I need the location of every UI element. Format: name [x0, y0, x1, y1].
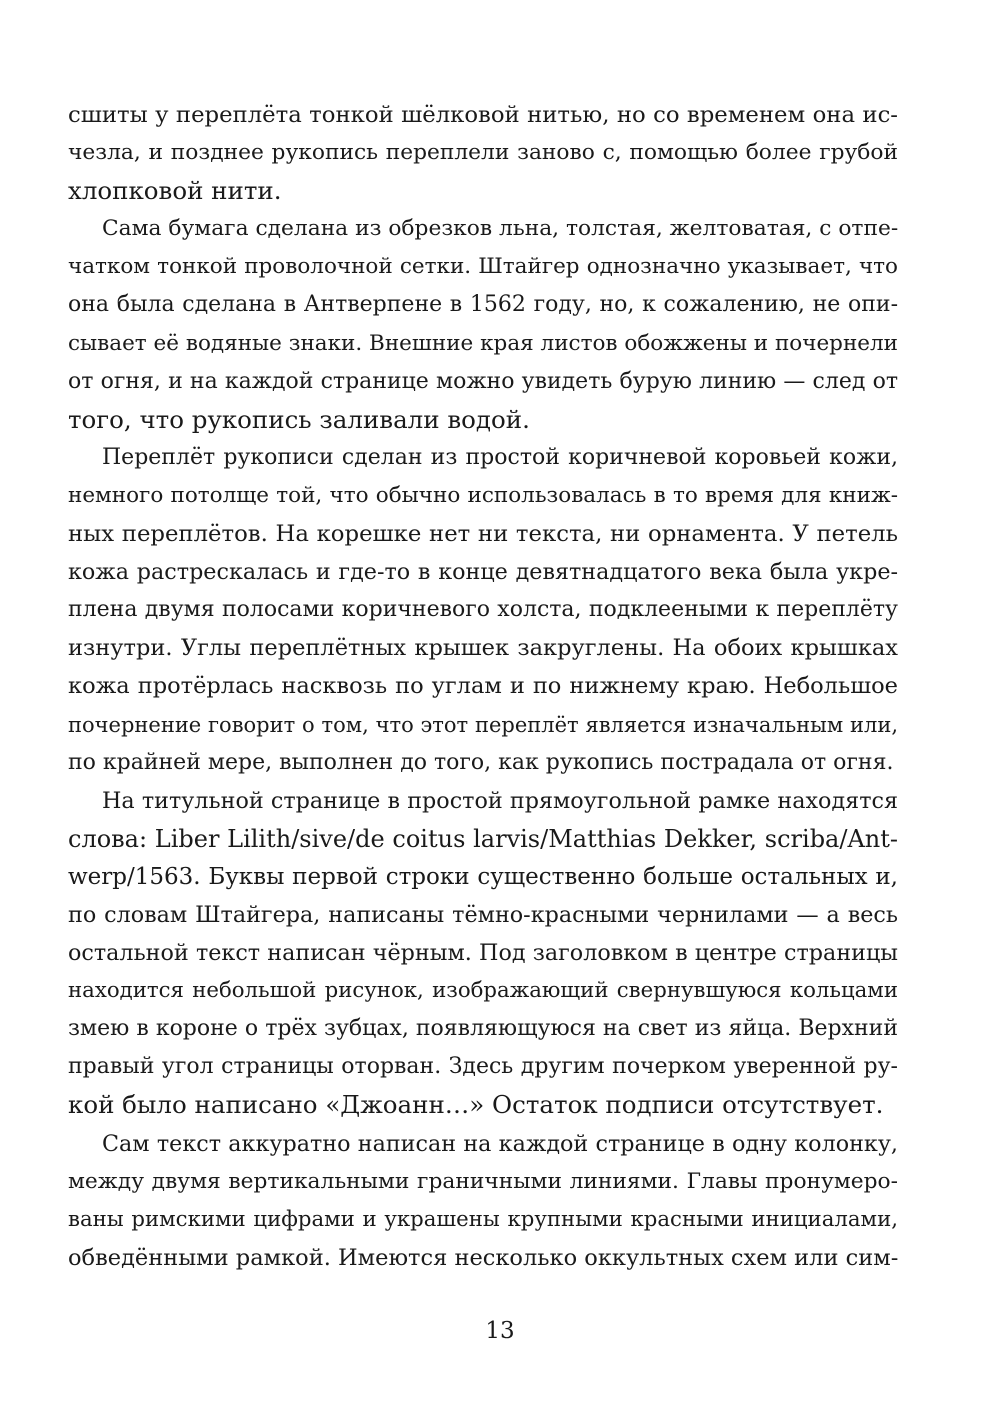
text-line: от огня, и на каждой странице можно увидеть бурую линию — след от	[68, 368, 898, 394]
paragraph	[68, 1125, 898, 1277]
paragraph	[68, 439, 898, 782]
text-line: изнутри. Углы переплётных крышек закруглены. На обоих крышках	[68, 635, 898, 662]
text-line: правый угол страницы оторван. Здесь другим почерком уверенной ру-	[68, 1054, 898, 1080]
text-line: немного потолще той, что обычно использовалась в то время для книж-	[68, 482, 898, 508]
text-line: сшиты у переплёта тонкой шёлковой нитью, но со временем она ис-	[68, 102, 898, 128]
text-line: между двумя вертикальными граничными линиями. Главы пронумеро-	[68, 1168, 898, 1194]
text-line: сывает её водяные знаки. Внешние края листов обожжены и почернели	[68, 330, 898, 356]
text-line: змею в короне о трёх зубцах, появляющуюся на свет из яйца. Верхний	[68, 1016, 898, 1042]
text-line: по словам Штайгера, написаны тёмно-красными чернилами — а весь	[68, 901, 898, 928]
text-line: слова: Liber Lilith/sive/de coitus larvis/Matthias Dekker, scriba/Ant-	[68, 824, 898, 853]
text-line: кой было написано «Джоанн…» Остаток подписи отсутствует.	[68, 1090, 884, 1120]
paragraph	[68, 210, 898, 439]
text-line: кожа растрескалась и где-то в конце девятнадцатого века была укре-	[68, 559, 898, 586]
text-line: она была сделана в Антверпене в 1562 году, но, к сожалению, не опи-	[68, 292, 898, 318]
text-line: ных переплётов. На корешке нет ни текста, ни орнамента. У петель	[68, 521, 898, 548]
page-number: 13	[485, 1318, 515, 1344]
paragraph	[68, 96, 898, 210]
paragraph	[68, 782, 898, 1125]
text-line: кожа протёрлась насквозь по углам и по нижнему краю. Небольшое	[68, 673, 898, 700]
text-line: Переплёт рукописи сделан из простой коричневой коровьей кожи,	[102, 444, 898, 470]
body-text	[68, 96, 898, 1277]
text-line: ваны римскими цифрами и украшены крупными красными инициалами,	[68, 1206, 898, 1232]
text-line: по крайней мере, выполнен до того, как рукопись пострадала от огня.	[68, 749, 894, 775]
text-line: хлопковой нити.	[68, 176, 282, 206]
text-line: werp/1563. Буквы первой строки существенно больше остальных и,	[68, 863, 898, 890]
text-line: того, что рукопись заливали водой.	[68, 404, 530, 434]
text-line: чатком тонкой проволочной сетки. Штайгер однозначно указывает, что	[68, 254, 898, 280]
text-line: чезла, и позднее рукопись переплели заново с, помощью более грубой	[68, 140, 898, 166]
text-line: обведёнными рамкой. Имеются несколько оккультных схем или сим-	[68, 1244, 899, 1271]
text-line: Сам текст аккуратно написан на каждой странице в одну колонку,	[102, 1130, 898, 1157]
text-line: Сама бумага сделана из обрезков льна, толстая, желтоватая, с отпе-	[102, 216, 899, 242]
text-line: плена двумя полосами коричневого холста, подклееными к переплёту	[68, 597, 898, 623]
text-line: На титульной странице в простой прямоугольной рамке находятся	[102, 787, 898, 814]
text-line: остальной текст написан чёрным. Под заголовком в центре страницы	[68, 940, 898, 967]
text-line: находится небольшой рисунок, изображающий свернувшуюся кольцами	[68, 978, 898, 1004]
text-line: почернение говорит о том, что этот переплёт является изначальным или,	[68, 712, 898, 737]
